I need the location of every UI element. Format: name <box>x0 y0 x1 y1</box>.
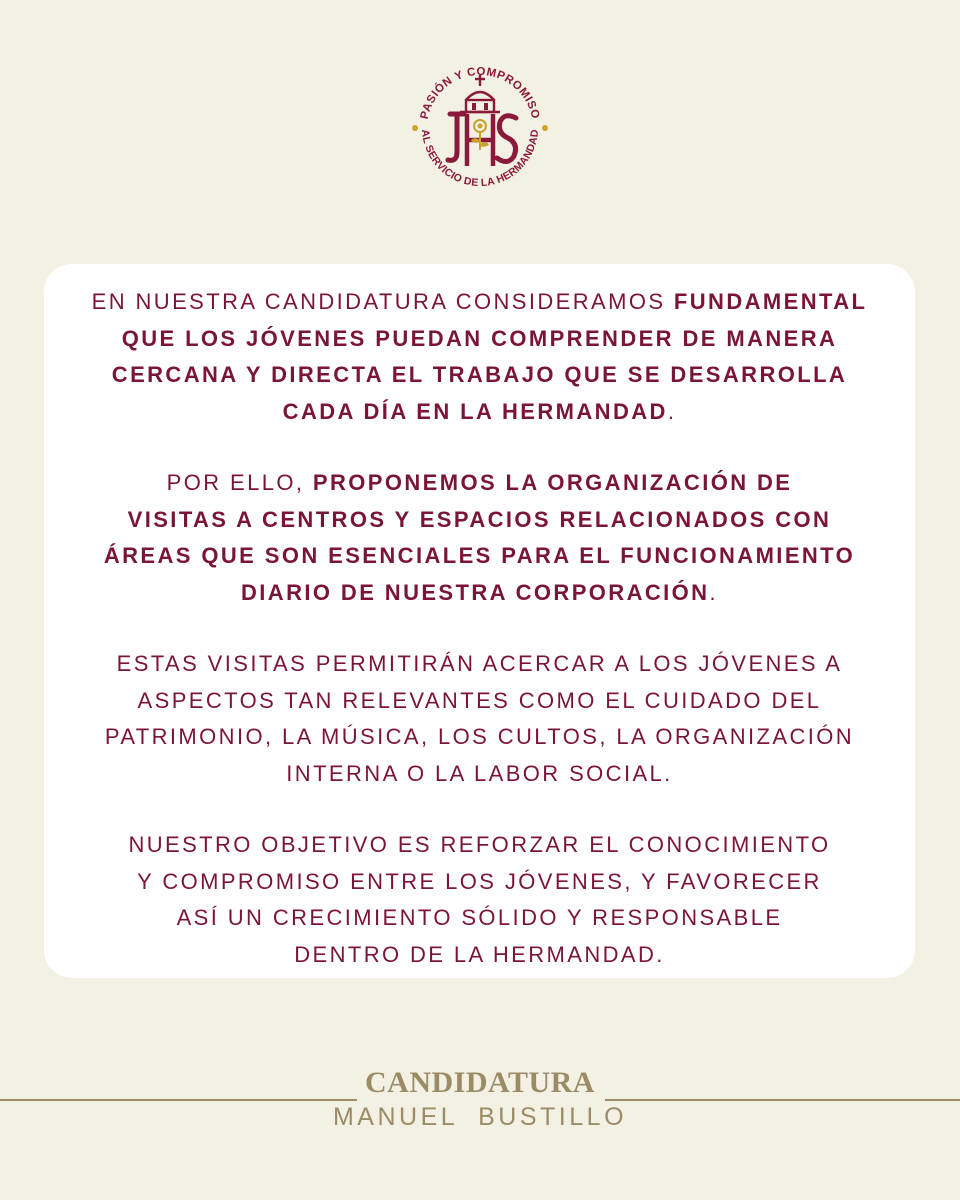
paragraph-line <box>241 580 718 605</box>
text: Y COMPROMISO ENTRE LOS JÓVENES, Y FAVORECER <box>137 868 822 894</box>
paragraph-3 <box>44 646 915 792</box>
footer-title: CANDIDATURA <box>365 1066 595 1099</box>
bold-text: QUE LOS JÓVENES PUEDAN COMPRENDER DE MANERA <box>121 325 838 351</box>
paragraph-line <box>117 651 843 676</box>
paragraph-line <box>105 724 854 749</box>
content-card <box>44 264 915 978</box>
bold-text: ÁREAS QUE SON ESENCIALES PARA EL FUNCIONAMIENTO <box>103 543 856 568</box>
card-text <box>44 284 915 973</box>
paragraph-line <box>294 942 665 967</box>
bold-text: CADA DÍA EN LA HERMANDAD <box>282 398 668 424</box>
text: INTERNA O LA LABOR SOCIAL. <box>286 760 673 786</box>
text: ESTAS VISITAS PERMITIRÁN ACERCAR A LOS JÓVENES A <box>116 651 843 676</box>
paragraph-line <box>167 470 793 495</box>
text: DENTRO DE LA HERMANDAD. <box>294 941 665 967</box>
paragraph-4 <box>44 827 915 973</box>
paragraph-line <box>138 688 822 713</box>
text: EN NUESTRA CANDIDATURA CONSIDERAMOS <box>91 289 674 314</box>
jhs-crest-logo <box>400 48 560 208</box>
bold-text: CERCANA Y DIRECTA EL TRABAJO QUE SE DESARROLLA <box>111 362 848 387</box>
text: NUESTRO OBJETIVO ES REFORZAR EL CONOCIMIENTO <box>128 832 831 857</box>
paragraph-line <box>104 543 855 568</box>
paragraph-line <box>286 761 672 786</box>
paragraph-line <box>177 905 783 930</box>
bold-text: PROPONEMOS LA ORGANIZACIÓN DE <box>312 470 793 495</box>
bold-text: FUNDAMENTAL <box>673 289 868 314</box>
paragraph-line <box>128 507 832 532</box>
text: POR ELLO, <box>166 470 313 495</box>
svg-text:AL SERVICIO DE LA HERMANDAD: AL SERVICIO DE LA HERMANDAD <box>418 128 542 190</box>
footer-candidate-name: MANUEL BUSTILLO <box>332 1103 628 1131</box>
text: ASPECTOS TAN RELEVANTES COMO EL CUIDADO DEL <box>137 687 822 713</box>
bold-text: VISITAS A CENTROS Y ESPACIOS RELACIONADOS CON <box>127 506 832 532</box>
paragraph-line <box>283 399 677 424</box>
text: . <box>667 398 677 424</box>
paragraph-line <box>137 869 822 894</box>
paragraph-line <box>92 289 868 314</box>
paragraph-line <box>122 326 838 351</box>
svg-text:PASIÓN Y COMPROMISO: PASIÓN Y COMPROMISO <box>418 65 542 121</box>
text: PATRIMONIO, LA MÚSICA, LOS CULTOS, LA ORGANIZACIÓN <box>104 724 855 749</box>
paragraph-1 <box>44 284 915 430</box>
paragraph-line <box>128 832 830 857</box>
bold-text: DIARIO DE NUESTRA CORPORACIÓN <box>241 579 710 605</box>
paragraph-2 <box>44 465 915 611</box>
text: . <box>709 579 718 605</box>
text: ASÍ UN CRECIMIENTO SÓLIDO Y RESPONSABLE <box>176 905 783 930</box>
paragraph-line <box>112 362 847 387</box>
